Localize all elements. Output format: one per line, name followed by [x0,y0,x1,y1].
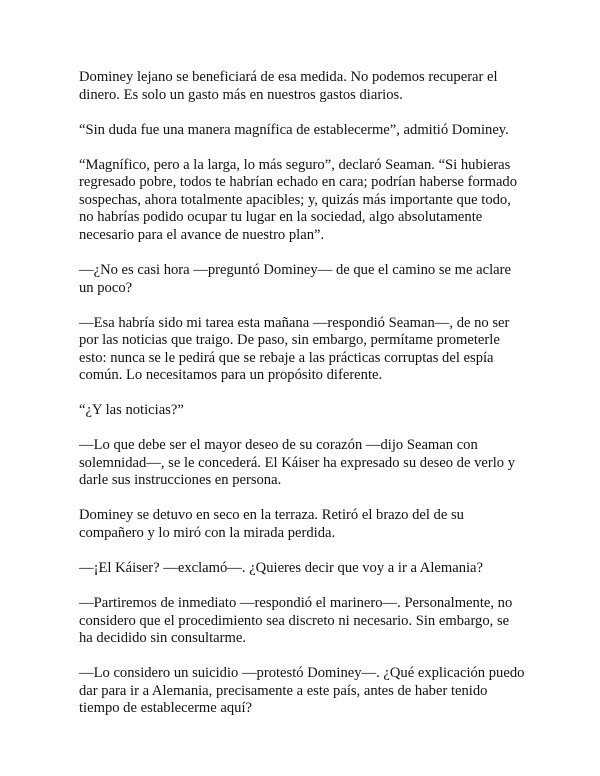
paragraph: “Magnífico, pero a la larga, lo más seguro”, declaró Seaman. “Si hubieras regresado pobre, todos te habrían echado en cara; podrían haberse formado sospechas, ahora totalmente apacibles; y, quizás más importante que todo, no habrías podido ocupar tu lugar en la sociedad, algo absolutamente necesario para el avance de nuestro plan”. [79,156,518,243]
paragraph: —¡El Káiser? —exclamó—. ¿Quieres decir que voy a ir a Alemania? [79,560,483,576]
document-body [79,69,539,735]
paragraph: —Lo considero un suicidio —protestó Dominey—. ¿Qué explicación puedo dar para ir a Alemania, precisamente a este país, antes de haber tenido tiempo de establecerme aquí? [79,665,525,717]
paragraph: “Sin duda fue una manera magnífica de establecerme”, admitió Dominey. [79,121,509,138]
paragraph: Dominey lejano se beneficiará de esa medida. No podemos recuperar el dinero. Es solo un gasto más en nuestros gastos diarios. [79,69,498,103]
paragraph: —Partiremos de inmediato —respondió el marinero—. Personalmente, no considero que el procedimiento sea discreto ni necesario. Sin embargo, se ha decidido sin consultarme. [79,594,513,647]
paragraph: “¿Y las noticias?” [79,402,184,419]
paragraph: —Esa habría sido mi tarea esta mañana —respondió Seaman—, de no ser por las noticias que traigo. De paso, sin embargo, permítame prometerle esto: nunca se le pedirá que se rebaje a las prácticas corruptas del espía común. Lo necesitamos para un propósito diferente. [79,314,510,384]
paragraph: —Lo que debe ser el mayor deseo de su corazón —dijo Seaman con solemnidad—, se le concederá. El Káiser ha expresado su deseo de verlo y darle sus instrucciones en persona. [79,437,516,489]
paragraph: Dominey se detuvo en seco en la terraza. Retiró el brazo del de su compañero y lo miró con la mirada perdida. [79,507,464,542]
paragraph: —¿No es casi hora —preguntó Dominey— de que el camino se me aclare un poco? [79,261,511,296]
